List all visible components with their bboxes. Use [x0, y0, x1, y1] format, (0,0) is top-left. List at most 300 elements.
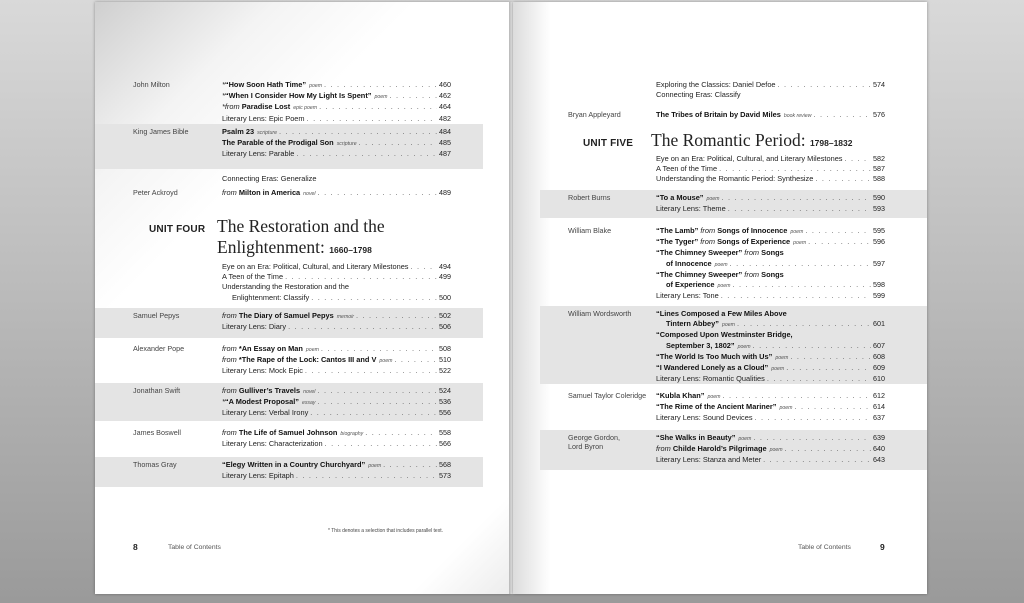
- dot-leader: [311, 293, 437, 303]
- entry-page-number: 464: [439, 102, 451, 112]
- entry-work-title: “The Chimney Sweeper”: [656, 269, 743, 279]
- entry-genre: poem: [707, 394, 721, 400]
- entry-work-title: The Diary of Samuel Pepys: [238, 311, 334, 320]
- entry-title: [656, 259, 728, 270]
- toc-entry[interactable]: [656, 80, 885, 90]
- author-line: George Gordon,: [568, 433, 620, 442]
- toc-entry[interactable]: [656, 259, 885, 270]
- entry-page-number: 510: [439, 355, 451, 365]
- dot-leader: [815, 174, 871, 184]
- dot-leader: [324, 80, 437, 90]
- toc-entry[interactable]: [222, 102, 451, 113]
- toc-entry[interactable]: [656, 341, 885, 352]
- author-line: Thomas Gray: [133, 460, 177, 469]
- entry-text: A Teen of the Time: [656, 164, 718, 174]
- entry-title: [656, 309, 787, 319]
- toc-entry[interactable]: [222, 355, 451, 366]
- dot-leader: [317, 386, 437, 396]
- entry-genre: novel: [303, 191, 316, 197]
- dot-leader: [288, 322, 437, 332]
- entry-source-title: Songs: [761, 269, 784, 279]
- entry-genre: essay: [301, 400, 316, 407]
- entry-title: [222, 471, 294, 481]
- toc-entry[interactable]: [222, 149, 451, 159]
- entry-genre: scripture: [336, 141, 357, 148]
- entry-genre: poem: [779, 405, 793, 412]
- entry-text: Understanding the Romantic Period: Synthesize: [656, 174, 814, 184]
- entry-text: Connecting Eras: Generalize: [222, 174, 317, 183]
- dot-leader: [730, 259, 871, 269]
- toc-entry[interactable]: [656, 444, 885, 455]
- entry-page-number: 607: [873, 340, 885, 350]
- entry-source-title: Songs of Innocence: [717, 226, 788, 235]
- dot-leader: [753, 433, 871, 443]
- toc-entry[interactable]: [656, 204, 885, 214]
- entry-work-title: “Kubla Khan”: [656, 391, 705, 400]
- right-page: [513, 2, 927, 594]
- entry-page-number: 637: [873, 413, 885, 423]
- toc-entry[interactable]: [656, 164, 885, 174]
- entry-list: [222, 344, 451, 377]
- entry-title: [222, 138, 357, 149]
- entry-text: Literary Lens: Tone: [656, 291, 719, 301]
- entry-prefix: from: [222, 188, 239, 197]
- toc-entry[interactable]: [656, 237, 885, 248]
- author-line: Robert Burns: [568, 193, 611, 202]
- author-line: Samuel Pepys: [133, 311, 180, 320]
- entry-page-number: 502: [439, 311, 451, 320]
- entry-genre: epic poem: [293, 105, 318, 112]
- entry-title: [656, 391, 720, 402]
- entry-title: [656, 402, 792, 413]
- dot-leader: [307, 114, 437, 124]
- entry-page-number: 536: [439, 397, 451, 407]
- unit-label: UNIT FOUR: [149, 224, 206, 235]
- toc-entry[interactable]: [656, 391, 885, 402]
- footnote: * This denotes a selection that includes parallel text.: [328, 528, 443, 534]
- entry-genre: poem: [717, 283, 731, 290]
- entry-title: [222, 460, 381, 471]
- author-name: [568, 433, 620, 451]
- entry-title: [656, 374, 765, 384]
- unit-years: 1660–1798: [329, 245, 372, 255]
- entry-page-number: 485: [439, 138, 451, 148]
- footer-label-right: Table of Contents: [798, 544, 851, 551]
- entry-title: [656, 154, 843, 164]
- entry-title: [222, 91, 387, 102]
- page-number-right: 9: [880, 542, 885, 552]
- dot-leader: [728, 204, 871, 214]
- dot-leader: [767, 374, 871, 384]
- toc-entry[interactable]: [656, 154, 885, 164]
- entry-work-title: “To a Mouse”: [656, 193, 704, 202]
- entry-prefix: *: [222, 80, 225, 89]
- entry-from: from: [742, 248, 762, 258]
- entry-title: [656, 280, 730, 291]
- entry-prefix: from: [222, 344, 239, 353]
- toc-entry[interactable]: [656, 433, 885, 444]
- entry-text: Literary Lens: Epic Poem: [222, 113, 305, 123]
- author-line: William Wordsworth: [568, 309, 632, 318]
- entry-title: [222, 397, 316, 408]
- entry-work-title: Tintern Abbey”: [666, 319, 719, 329]
- entry-from: from: [698, 226, 718, 235]
- entry-genre: poem: [714, 261, 728, 268]
- entry-work-title: “When I Consider How My Light Is Spent”: [224, 91, 372, 101]
- entry-page-number: 484: [439, 127, 451, 136]
- entry-text: Literary Lens: Diary: [222, 322, 287, 332]
- toc-entry[interactable]: [222, 272, 451, 282]
- dot-leader: [808, 237, 871, 247]
- toc-entry[interactable]: [222, 439, 451, 449]
- author-name: [133, 311, 179, 320]
- entry-title: [222, 439, 323, 449]
- toc-entry[interactable]: [222, 386, 451, 397]
- toc-entry[interactable]: [222, 397, 451, 408]
- toc-entry[interactable]: [222, 344, 451, 355]
- entry-page-number: 596: [873, 237, 885, 247]
- entry-title: [222, 408, 308, 418]
- entry-from: from: [742, 269, 762, 279]
- entry-page-number: 487: [439, 149, 451, 159]
- entry-page-number: 506: [439, 322, 451, 332]
- entry-genre: poem: [309, 83, 323, 89]
- entry-text: Eye on an Era: Political, Cultural, and Literary Milestones: [222, 262, 409, 271]
- dot-leader: [719, 164, 871, 174]
- entry-prefix: from: [656, 444, 673, 454]
- entry-title: [222, 366, 303, 376]
- entry-page-number: 568: [439, 460, 451, 469]
- unit-title-line: The Restoration and the: [217, 216, 385, 236]
- entry-from: from: [698, 237, 718, 247]
- entry-list: [656, 226, 885, 301]
- entry-title: [656, 174, 813, 184]
- entry-title: [222, 344, 319, 355]
- unit-label: UNIT FIVE: [583, 138, 634, 149]
- entry-text: Literary Lens: Romantic Qualities: [656, 374, 765, 384]
- author-line: King James Bible: [133, 127, 189, 136]
- entry-work-title: “The Tyger”: [656, 237, 699, 247]
- toc-entry[interactable]: [656, 291, 885, 301]
- entry-text: Exploring the Classics: Daniel Defoe: [656, 80, 776, 89]
- entry-work-title: of Innocence: [666, 258, 712, 268]
- entry-text: A Teen of the Time: [222, 272, 284, 282]
- dot-leader: [845, 154, 872, 164]
- entry-title: [222, 293, 309, 303]
- entry-page-number: 582: [873, 154, 885, 163]
- toc-entry[interactable]: [656, 402, 885, 413]
- author-name: [133, 127, 189, 136]
- entry-list: [222, 174, 451, 184]
- dot-leader: [814, 110, 871, 120]
- entry-work-title: “She Walks in Beauty”: [656, 433, 736, 442]
- toc-entry[interactable]: [222, 311, 451, 322]
- entry-genre: poem: [775, 354, 789, 361]
- entry-text: Literary Lens: Stanza and Meter: [656, 455, 762, 465]
- toc-entry[interactable]: [656, 90, 885, 100]
- toc-entry[interactable]: [222, 282, 451, 292]
- dot-leader: [285, 272, 437, 282]
- entry-work-title: of Experience: [666, 280, 715, 290]
- entry-page-number: 482: [439, 113, 451, 123]
- entry-work-title: “A Modest Proposal”: [224, 397, 299, 407]
- entry-text: Literary Lens: Parable: [222, 149, 295, 159]
- toc-entry[interactable]: [656, 193, 885, 204]
- entry-title: [656, 226, 803, 237]
- toc-entry[interactable]: [656, 363, 885, 374]
- entry-page-number: 558: [439, 428, 451, 437]
- toc-entry[interactable]: [656, 280, 885, 291]
- entry-page-number: 524: [439, 386, 451, 395]
- entry-source-title: Songs: [761, 248, 784, 258]
- dot-leader: [805, 226, 871, 236]
- dot-leader: [794, 402, 871, 412]
- entry-page-number: 640: [873, 444, 885, 454]
- entry-title: [656, 204, 726, 214]
- dot-leader: [296, 471, 437, 481]
- toc-entry[interactable]: [656, 110, 885, 121]
- toc-entry[interactable]: [222, 80, 451, 91]
- toc-entry[interactable]: [222, 174, 451, 184]
- entry-page-number: 460: [439, 80, 451, 89]
- entry-work-title: “The World Is Too Much with Us”: [656, 351, 773, 361]
- entry-text: Literary Lens: Characterization: [222, 439, 323, 449]
- entry-genre: scripture: [257, 130, 277, 136]
- entry-page-number: 556: [439, 408, 451, 418]
- unit-title: [217, 216, 487, 261]
- entry-page-number: 576: [873, 110, 885, 119]
- toc-entry[interactable]: [222, 127, 451, 138]
- entry-text: Enlightenment: Classify: [232, 292, 310, 302]
- entry-list: [656, 433, 885, 466]
- entry-genre: memoir: [336, 314, 355, 320]
- entry-list: [222, 262, 451, 303]
- entry-work-title: “The Lamb”: [656, 226, 699, 235]
- entry-title: [656, 193, 719, 204]
- entry-genre: poem: [379, 358, 393, 365]
- entry-list: [656, 110, 885, 121]
- entry-source-title: Songs of Experience: [717, 237, 791, 247]
- entry-page-number: 610: [873, 374, 885, 384]
- entry-work-title: *An Essay on Man: [238, 344, 303, 353]
- toc-entry[interactable]: [222, 428, 451, 439]
- dot-leader: [753, 341, 871, 351]
- entry-work-title: Childe Harold’s Pilgrimage: [672, 444, 767, 454]
- entry-genre: poem: [374, 94, 388, 101]
- author-line: William Blake: [568, 226, 612, 235]
- entry-prefix: from: [222, 311, 239, 320]
- toc-entry[interactable]: [656, 330, 885, 340]
- toc-entry[interactable]: [222, 114, 451, 124]
- entry-text: Literary Lens: Theme: [656, 204, 726, 214]
- author-name: [133, 460, 177, 469]
- entry-title: [656, 164, 717, 174]
- entry-title: [222, 311, 354, 322]
- dot-leader: [790, 352, 871, 362]
- toc-entry[interactable]: [656, 248, 885, 258]
- page-number-left: 8: [133, 542, 138, 552]
- entry-list: [656, 309, 885, 384]
- author-line: Jonathan Swift: [133, 386, 181, 395]
- author-name: [568, 309, 631, 318]
- entry-title: [656, 455, 761, 465]
- unit-years: 1798–1832: [809, 138, 853, 148]
- toc-entry[interactable]: [222, 322, 451, 332]
- dot-leader: [318, 397, 437, 407]
- author-name: [568, 110, 621, 119]
- entry-page-number: 522: [439, 366, 451, 376]
- entry-title: [222, 114, 305, 124]
- entry-work-title: Milton in America: [238, 188, 301, 197]
- toc-entry[interactable]: [222, 138, 451, 149]
- entry-page-number: 608: [873, 351, 885, 361]
- footer-label-left: Table of Contents: [168, 544, 221, 551]
- entry-work-title: September 3, 1802”: [666, 340, 735, 350]
- entry-title: [656, 352, 788, 363]
- entry-prefix: *: [222, 91, 225, 101]
- entry-list: [222, 460, 451, 481]
- entry-title: [656, 248, 784, 258]
- left-page: [95, 2, 511, 594]
- entry-page-number: 494: [439, 262, 451, 271]
- entry-text: Literary Lens: Mock Epic: [222, 366, 303, 376]
- entry-title: [656, 90, 741, 100]
- toc-entry[interactable]: [222, 408, 451, 418]
- entry-genre: poem: [738, 436, 752, 442]
- dot-leader: [778, 80, 871, 90]
- author-name: [133, 188, 178, 197]
- entry-page-number: 590: [873, 193, 885, 202]
- entry-title: [656, 110, 812, 121]
- entry-prefix: from: [222, 355, 239, 365]
- entry-page-number: 566: [439, 439, 451, 449]
- entry-work-title: Gulliver’s Travels: [238, 386, 301, 395]
- entry-text: Eye on an Era: Political, Cultural, and Literary Milestones: [656, 154, 843, 163]
- toc-entry[interactable]: [222, 188, 451, 199]
- entry-title: [222, 428, 363, 439]
- toc-entry[interactable]: [656, 270, 885, 280]
- entry-genre: poem: [706, 196, 720, 202]
- entry-page-number: 462: [439, 91, 451, 101]
- toc-entry[interactable]: [656, 455, 885, 465]
- entry-text: Literary Lens: Epitaph: [222, 471, 294, 481]
- entry-page-number: 593: [873, 204, 885, 214]
- entry-genre: poem: [793, 240, 807, 247]
- dot-leader: [310, 408, 437, 418]
- entry-work-title: “Lines Composed a Few Miles Above: [656, 309, 787, 318]
- entry-work-title: The Tribes of Britain by David Miles: [656, 110, 781, 119]
- entry-page-number: 601: [873, 319, 885, 329]
- author-line: Alexander Pope: [133, 344, 185, 353]
- author-name: [133, 428, 181, 437]
- entry-genre: book review: [783, 113, 812, 119]
- entry-page-number: 614: [873, 402, 885, 412]
- author-line: Peter Ackroyd: [133, 188, 178, 197]
- entry-genre: poem: [737, 343, 751, 350]
- entry-title: [222, 188, 316, 199]
- entry-page-number: 597: [873, 258, 885, 268]
- entry-page-number: 587: [873, 164, 885, 174]
- entry-list: [222, 188, 451, 199]
- entry-genre: poem: [721, 322, 735, 329]
- toc-entry[interactable]: [222, 262, 451, 272]
- entry-list: [656, 80, 885, 100]
- entry-title: [222, 386, 315, 397]
- entry-text: Literary Lens: Verbal Irony: [222, 408, 309, 418]
- entry-page-number: 489: [439, 188, 451, 197]
- entry-title: [656, 444, 783, 455]
- dot-leader: [763, 455, 871, 465]
- author-line: John Milton: [133, 80, 170, 89]
- toc-entry[interactable]: [656, 226, 885, 237]
- dot-leader: [721, 291, 871, 301]
- entry-genre: poem: [769, 447, 783, 454]
- entry-list: [656, 154, 885, 185]
- entry-page-number: 599: [873, 291, 885, 301]
- entry-title: [656, 291, 719, 301]
- dot-leader: [737, 319, 871, 329]
- entry-prefix: from: [222, 428, 239, 437]
- entry-list: [222, 428, 451, 449]
- entry-list: [222, 386, 451, 419]
- dot-leader: [411, 262, 438, 272]
- entry-title: [222, 149, 294, 159]
- toc-entry[interactable]: [222, 91, 451, 102]
- dot-leader: [786, 363, 871, 373]
- entry-page-number: 643: [873, 455, 885, 465]
- author-name: [133, 386, 180, 395]
- toc-entry[interactable]: [656, 309, 885, 319]
- author-line: Bryan Appleyard: [568, 110, 621, 119]
- entry-title: [222, 80, 322, 91]
- toc-entry[interactable]: [222, 460, 451, 471]
- entry-work-title: “The Rime of the Ancient Mariner”: [656, 402, 777, 412]
- dot-leader: [325, 439, 437, 449]
- entry-list: [222, 127, 451, 160]
- entry-page-number: 499: [439, 272, 451, 282]
- toc-entry[interactable]: [656, 174, 885, 184]
- entry-title: [222, 355, 392, 366]
- dot-leader: [296, 149, 437, 159]
- toc-entry[interactable]: [656, 352, 885, 363]
- author-name: [568, 226, 611, 235]
- entry-genre: poem: [790, 229, 804, 235]
- entry-work-title: Psalm 23: [222, 127, 255, 136]
- toc-entry[interactable]: [222, 293, 451, 303]
- entry-title: [656, 319, 735, 330]
- entry-title: [656, 270, 784, 280]
- entry-prefix: *: [222, 397, 225, 407]
- entry-work-title: “The Chimney Sweeper”: [656, 248, 743, 258]
- entry-page-number: 595: [873, 226, 885, 235]
- entry-genre: novel: [303, 389, 316, 395]
- toc-entry[interactable]: [222, 366, 451, 376]
- entry-title: [222, 174, 317, 184]
- dot-leader: [785, 444, 871, 454]
- entry-page-number: 573: [439, 471, 451, 481]
- entry-page-number: 500: [439, 292, 451, 302]
- toc-entry[interactable]: [656, 413, 885, 423]
- entry-title: [656, 363, 784, 374]
- dot-leader: [732, 280, 871, 290]
- toc-entry[interactable]: [222, 471, 451, 481]
- toc-entry[interactable]: [656, 374, 885, 384]
- toc-entry[interactable]: [656, 319, 885, 330]
- entry-page-number: 609: [873, 363, 885, 373]
- unit-title-line: The Romantic Period:: [651, 130, 810, 150]
- author-name: [133, 344, 184, 353]
- entry-page-number: 639: [873, 433, 885, 442]
